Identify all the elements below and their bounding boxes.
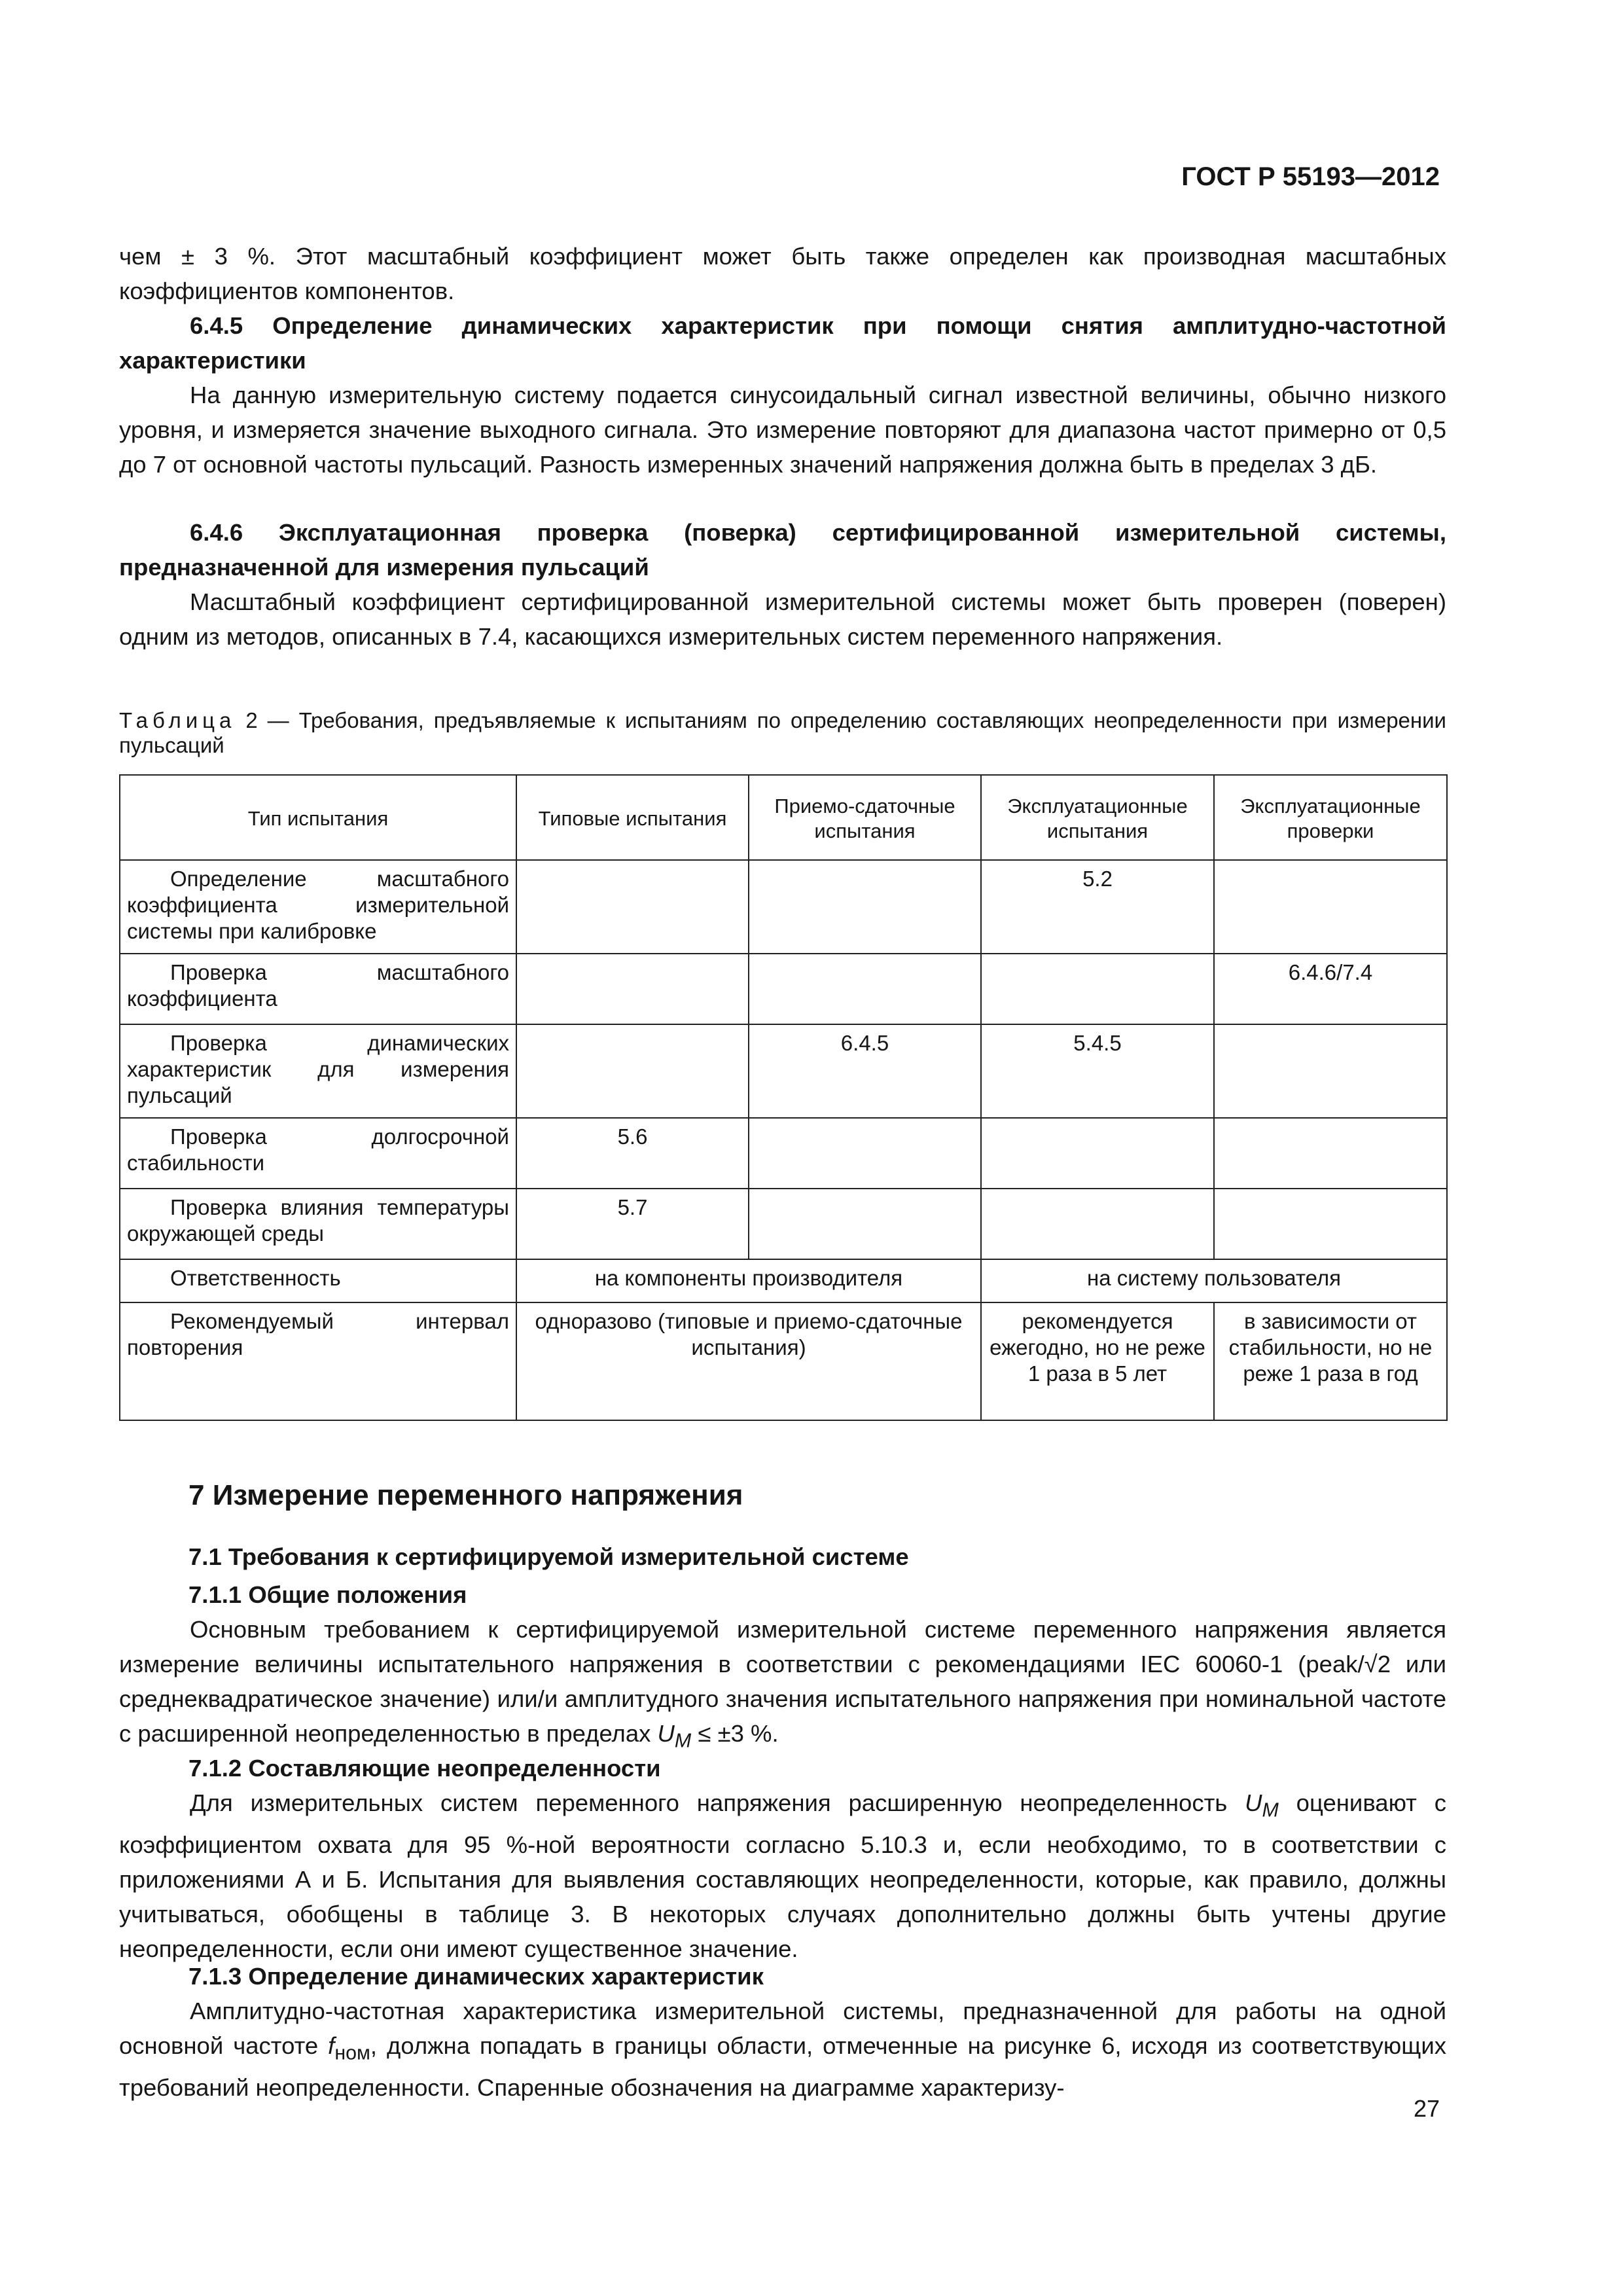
- section-body: На данную измерительную систему подается синусоидальный сигнал известной величины, обычно низкого уровня, и измеряется значение выходного сигнала. Это измерение повторяют для диапазона частот примерно от 0,5 до 7 от основной частоты пульсаций. Разность измеренных значений напряжения должна быть в пределах 3 дБ.: [119, 382, 1446, 478]
- section-7-1: [119, 1539, 1446, 1574]
- sqrt-symbol: √2: [1364, 1651, 1391, 1677]
- symbol-f: f: [328, 2032, 335, 2059]
- table-cell: Определение масштабного коэффициента измерительной системы при калибровке: [120, 860, 516, 954]
- table-row: [120, 860, 1447, 954]
- table-cell: 6.4.6/7.4: [1214, 954, 1447, 1024]
- paragraph-continuation: [119, 239, 1446, 308]
- table-cell: рекомендуется ежегодно, но не реже 1 раза в 5 лет: [981, 1302, 1214, 1420]
- table-cell: Проверка долгосрочной стабильности: [120, 1118, 516, 1189]
- table-row: [120, 1118, 1447, 1189]
- symbol-U: U: [657, 1720, 675, 1747]
- table-cell: 5.2: [981, 860, 1214, 954]
- table-cell: Ответственность: [120, 1259, 516, 1302]
- table-cell: [516, 954, 749, 1024]
- table-header-row: [120, 775, 1447, 860]
- section-heading: 7.1 Требования к сертифицируемой измерительной системе: [188, 1543, 909, 1570]
- table-cell: [749, 1118, 981, 1189]
- table-2-caption: [119, 708, 1446, 758]
- section-heading: 6.4.5 Определение динамических характеристик при помощи снятия амплитудно-частотной характеристики: [119, 312, 1446, 374]
- section-heading: 7 Измерение переменного напряжения: [188, 1479, 743, 1511]
- section-body: Для измерительных систем переменного напряжения расширенную неопределенность $U_M$ оценивают с коэффициентом охвата для 95 %-ной вероятности согласно 5.10.3 и, если необходимо, то в соответствии с приложениями А и Б. Испытания для выявления составляющих неопределенности, которые, как правило, должны учитываться, обобщены в таблице 3. В некоторых случаях дополнительно должны быть учтены другие неопределенности, если они имеют существенное значение.: [119, 1789, 1446, 1963]
- paragraph-text: чем ± 3 %. Этот масштабный коэффициент может быть также определен как производная масштабных коэффициентов компонентов.: [119, 243, 1446, 304]
- column-header: Тип испытания: [120, 775, 516, 860]
- section-7-1-1: [119, 1577, 1446, 1758]
- table-cell: 6.4.5: [749, 1024, 981, 1118]
- section-body: Основным требованием к сертифицируемой измерительной системе переменного напряжения является измерение величины испытательного напряжения в соответствии с рекомендациями IEC 60060-1 (peak/√2 или среднеквадратическое значение) или/и амплитудного значения испытательного напряжения при номинальной частоте с расширенной неопределенностью в пределах $U_M \le \pm 3$ %.: [119, 1616, 1447, 1752]
- symbol-subscript: M: [674, 1729, 692, 1752]
- column-header: Эксплуатационные испытания: [981, 775, 1214, 860]
- table-row: [120, 1024, 1447, 1118]
- table-cell: [981, 954, 1214, 1024]
- column-header: Типовые испытания: [516, 775, 749, 860]
- column-header: Приемо-сдаточные испытания: [749, 775, 981, 860]
- page-number: 27: [1413, 2095, 1440, 2122]
- section-body: Масштабный коэффициент сертифицированной измерительной системы может быть проверен (поверен) одним из методов, описанных в 7.4, касающихся измерительных систем переменного напряжения.: [119, 588, 1446, 650]
- table-row: [120, 1189, 1447, 1259]
- table-cell: [1214, 1189, 1447, 1259]
- table-cell: [981, 1118, 1214, 1189]
- table-cell: [749, 1189, 981, 1259]
- column-header: Эксплуатационные проверки: [1214, 775, 1447, 860]
- section-heading: 6.4.6 Эксплуатационная проверка (поверка) сертифицированной измерительной системы, предназначенной для измерения пульсаций: [119, 519, 1446, 581]
- table-cell: [749, 860, 981, 954]
- symbol-subscript: M: [1262, 1799, 1279, 1821]
- table-row: [120, 954, 1447, 1024]
- symbol-subscript: ном: [334, 2041, 370, 2064]
- table-cell: Проверка влияния температуры окружающей среды: [120, 1189, 516, 1259]
- section-7-1-2: [119, 1751, 1446, 1966]
- section-6-4-5: [119, 308, 1446, 482]
- table-2: [119, 774, 1446, 1421]
- table-cell: в зависимости от стабильности, но не реже 1 раза в год: [1214, 1302, 1447, 1420]
- table-cell: 5.4.5: [981, 1024, 1214, 1118]
- section-body: Амплитудно-частотная характеристика измерительной системы, предназначенной для работы на одной основной частоте $f_{ном}$, должна попадать в границы области, отмеченные на рисунке 6, исходя из соответствующих требований неопределенности. Спаренные обозначения на диаграмме характеризу-: [119, 1998, 1446, 2102]
- section-heading: 7.1.1 Общие положения: [188, 1581, 467, 1608]
- table-cell: Проверка динамических характеристик для измерения пульсаций: [120, 1024, 516, 1118]
- table-caption-label: Таблица: [119, 708, 236, 732]
- document-header: ГОСТ Р 55193—2012: [1181, 162, 1440, 191]
- section-6-4-6: [119, 515, 1446, 654]
- table-row-interval: [120, 1302, 1447, 1420]
- table-cell: 5.7: [516, 1189, 749, 1259]
- section-heading: 7.1.2 Составляющие неопределенности: [188, 1755, 661, 1782]
- section-heading: 7.1.3 Определение динамических характеристик: [188, 1963, 764, 1990]
- table-cell-merged: одноразово (типовые и приемо-сдаточные испытания): [516, 1302, 981, 1420]
- table-cell: 5.6: [516, 1118, 749, 1189]
- table-cell: [1214, 860, 1447, 954]
- table-row-responsibility: [120, 1259, 1447, 1302]
- table-cell: [1214, 1024, 1447, 1118]
- table-cell: [1214, 1118, 1447, 1189]
- table-cell: Рекомендуемый интервал повторения: [120, 1302, 516, 1420]
- section-7-1-3: [119, 1959, 1446, 2105]
- table-cell: [981, 1189, 1214, 1259]
- table-cell: [516, 1024, 749, 1118]
- symbol-U: U: [1245, 1789, 1262, 1816]
- table-cell: [516, 860, 749, 954]
- table-cell-merged: на систему пользователя: [981, 1259, 1447, 1302]
- table-cell: Проверка масштабного коэффициента: [120, 954, 516, 1024]
- table-cell: [749, 954, 981, 1024]
- section-7: [119, 1476, 1446, 1515]
- table-caption-text: 2 — Требования, предъявляемые к испытаниям по определению составляющих неопределенности при измерении пульсаций: [119, 708, 1446, 757]
- table-cell-merged: на компоненты производителя: [516, 1259, 981, 1302]
